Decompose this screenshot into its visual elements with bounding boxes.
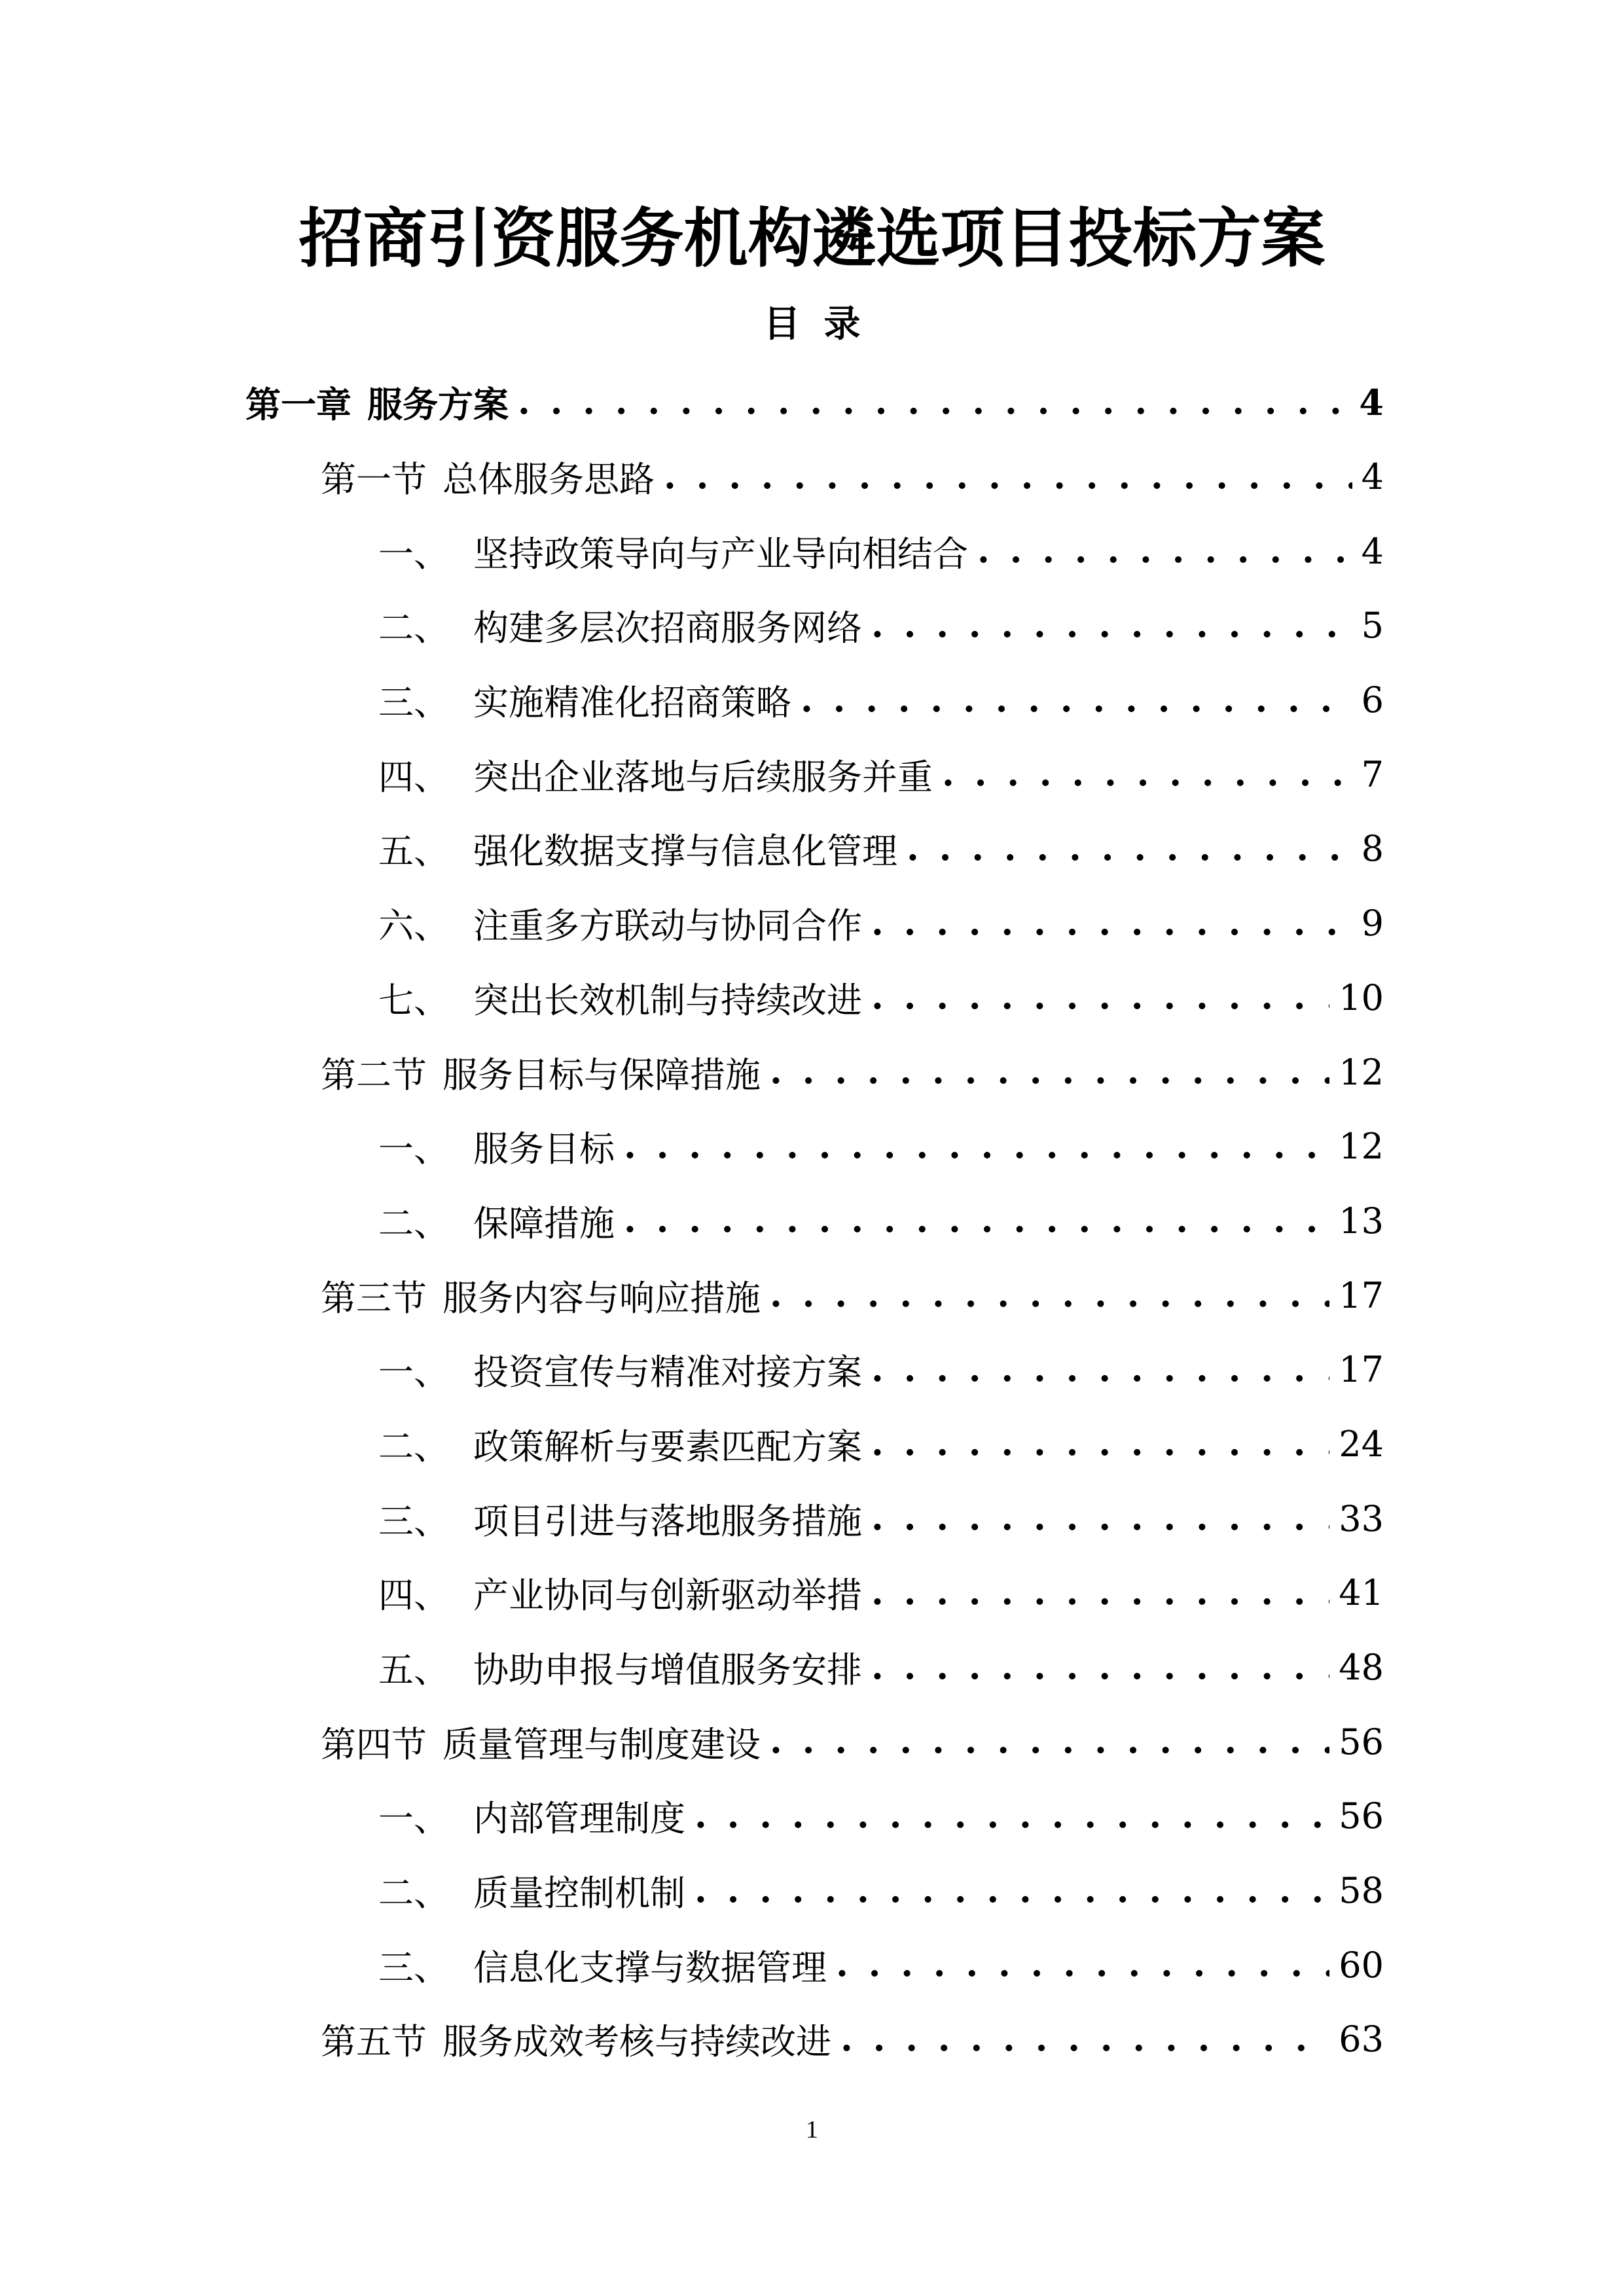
toc-entry-title: 总体服务思路 (442, 459, 655, 501)
toc-entry-page: 17 (1339, 1274, 1384, 1316)
toc-dot-leader (871, 1499, 1329, 1537)
toc-dot-leader (695, 1872, 1329, 1910)
toc-entry-page: 4 (1361, 530, 1384, 572)
toc-entry-number: 七、 (378, 979, 449, 1021)
toc-entry-page: 5 (1361, 605, 1384, 647)
toc-entry-title: 质量管理与制度建设 (442, 1723, 761, 1765)
document-title: 招商引资服务机构遴选项目投标方案 (298, 201, 1326, 276)
toc-entry-subsection[interactable] (0, 1184, 1624, 1259)
toc-entry-title: 协助申报与增值服务安排 (473, 1649, 862, 1691)
toc-entry-subsection[interactable] (0, 737, 1624, 812)
toc-entry-number: 第三节 (321, 1277, 427, 1319)
toc-entry-number: 第一节 (321, 459, 427, 501)
toc-entry-page: 17 (1339, 1349, 1384, 1391)
toc-entry-page: 41 (1339, 1572, 1384, 1614)
toc-entry-page: 13 (1339, 1200, 1384, 1242)
toc-entry-title: 质量控制机制 (473, 1873, 685, 1914)
toc-entry-subsection[interactable] (0, 961, 1624, 1035)
toc-dot-leader (664, 458, 1352, 496)
toc-entry-page: 63 (1339, 2018, 1384, 2060)
toc-entry-subsection[interactable] (0, 1928, 1624, 2002)
toc-dot-leader (518, 384, 1350, 422)
toc-entry-title: 实施精准化招商策略 (473, 682, 791, 724)
toc-entry-title: 注重多方联动与协同合作 (473, 905, 862, 947)
toc-entry-title: 坚持政策导向与产业导向相结合 (473, 533, 968, 575)
toc-entry-title: 政策解析与要素匹配方案 (473, 1426, 862, 1467)
toc-entry-number: 三、 (378, 1946, 449, 1988)
toc-entry-title: 产业协同与创新驱动举措 (473, 1575, 862, 1617)
toc-entry-subsection[interactable] (0, 663, 1624, 738)
toc-entry-title: 信息化支撑与数据管理 (473, 1946, 827, 1988)
toc-entry-subsection[interactable] (0, 588, 1624, 663)
toc-dot-leader (871, 1351, 1329, 1389)
toc-entry-section[interactable] (0, 1704, 1624, 1779)
toc-dot-leader (871, 905, 1352, 942)
toc-entry-number: 六、 (378, 905, 449, 947)
toc-entry-page: 9 (1361, 903, 1384, 944)
toc-entry-subsection[interactable] (0, 1333, 1624, 1407)
toc-dot-leader (770, 1276, 1329, 1314)
toc-entry-number: 一、 (378, 1352, 449, 1393)
toc-entry-number: 二、 (378, 1426, 449, 1467)
toc-dot-leader (871, 1425, 1329, 1463)
toc-dot-leader (624, 1202, 1329, 1240)
toc-entry-page: 56 (1339, 1795, 1384, 1837)
toc-entry-subsection[interactable] (0, 1630, 1624, 1705)
toc-dot-leader (695, 1797, 1329, 1835)
toc-entry-number: 四、 (378, 756, 449, 798)
toc-entry-subsection[interactable] (0, 812, 1624, 886)
toc-dot-leader (871, 978, 1329, 1016)
toc-entry-page: 60 (1339, 1944, 1384, 1986)
toc-entry-page: 4 (1359, 381, 1384, 423)
toc-heading: 目录 (763, 302, 884, 346)
toc-entry-page: 56 (1339, 1721, 1384, 1763)
toc-entry-section[interactable] (0, 440, 1624, 514)
toc-entry-title: 保障措施 (473, 1202, 615, 1244)
toc-entry-subsection[interactable] (0, 514, 1624, 588)
toc-entry-title: 突出长效机制与持续改进 (473, 979, 862, 1021)
toc-entry-number: 第二节 (321, 1054, 427, 1096)
toc-entry-page: 48 (1339, 1647, 1384, 1689)
toc-dot-leader (770, 1053, 1329, 1091)
toc-entry-number: 第五节 (321, 2021, 427, 2063)
toc-entry-number: 五、 (378, 1649, 449, 1691)
toc-dot-leader (907, 830, 1352, 868)
toc-entry-subsection[interactable] (0, 1481, 1624, 1556)
toc-entry-number: 三、 (378, 682, 449, 724)
toc-dot-leader (624, 1128, 1329, 1166)
toc-entry-page: 24 (1339, 1423, 1384, 1465)
toc-entry-number: 一、 (378, 1128, 449, 1170)
toc-entry-section[interactable] (0, 1258, 1624, 1333)
toc-dot-leader (977, 532, 1352, 570)
toc-entry-number: 四、 (378, 1575, 449, 1617)
toc-entry-title: 服务方案 (367, 384, 509, 426)
toc-entry-page: 33 (1339, 1498, 1384, 1539)
table-of-contents (0, 365, 1624, 2077)
toc-entry-number: 二、 (378, 1873, 449, 1914)
toc-entry-number: 第一章 (245, 384, 352, 426)
toc-entry-subsection[interactable] (0, 1556, 1624, 1630)
toc-entry-number: 五、 (378, 831, 449, 872)
toc-entry-number: 一、 (378, 1798, 449, 1840)
toc-entry-title: 强化数据支撑与信息化管理 (473, 831, 897, 872)
toc-dot-leader (871, 1649, 1329, 1687)
toc-entry-number: 一、 (378, 533, 449, 575)
toc-entry-subsection[interactable] (0, 1407, 1624, 1482)
toc-entry-title: 构建多层次招商服务网络 (473, 607, 862, 649)
toc-entry-title: 内部管理制度 (473, 1798, 685, 1840)
toc-entry-page: 8 (1361, 828, 1384, 870)
toc-entry-number: 二、 (378, 607, 449, 649)
toc-entry-page: 7 (1361, 753, 1384, 795)
toc-entry-subsection[interactable] (0, 1779, 1624, 1854)
toc-entry-page: 12 (1339, 1051, 1384, 1093)
toc-entry-subsection[interactable] (0, 1109, 1624, 1184)
toc-dot-leader (770, 1723, 1329, 1761)
toc-entry-number: 第四节 (321, 1723, 427, 1765)
toc-dot-leader (942, 755, 1352, 793)
toc-entry-title: 服务目标 (473, 1128, 615, 1170)
toc-entry-page: 4 (1361, 456, 1384, 498)
toc-entry-subsection[interactable] (0, 886, 1624, 961)
toc-entry-section[interactable] (0, 1035, 1624, 1109)
page-number: 1 (806, 2116, 818, 2144)
toc-entry-page: 12 (1339, 1126, 1384, 1168)
toc-entry-section[interactable] (0, 2002, 1624, 2077)
toc-dot-leader (840, 2020, 1329, 2058)
toc-entry-page: 58 (1339, 1870, 1384, 1912)
toc-entry-chapter[interactable] (0, 365, 1624, 440)
toc-entry-subsection[interactable] (0, 1854, 1624, 1928)
toc-entry-title: 服务内容与响应措施 (442, 1277, 761, 1319)
toc-dot-leader (836, 1946, 1329, 1984)
toc-entry-title: 投资宣传与精准对接方案 (473, 1352, 862, 1393)
toc-entry-page: 6 (1361, 679, 1384, 721)
toc-entry-number: 三、 (378, 1500, 449, 1542)
toc-entry-page: 10 (1339, 977, 1384, 1018)
toc-dot-leader (871, 1574, 1329, 1612)
toc-entry-title: 服务目标与保障措施 (442, 1054, 761, 1096)
toc-entry-title: 项目引进与落地服务措施 (473, 1500, 862, 1542)
toc-dot-leader (871, 607, 1352, 645)
toc-entry-title: 服务成效考核与持续改进 (442, 2021, 831, 2063)
toc-dot-leader (801, 681, 1352, 719)
toc-entry-title: 突出企业落地与后续服务并重 (473, 756, 933, 798)
toc-entry-number: 二、 (378, 1202, 449, 1244)
